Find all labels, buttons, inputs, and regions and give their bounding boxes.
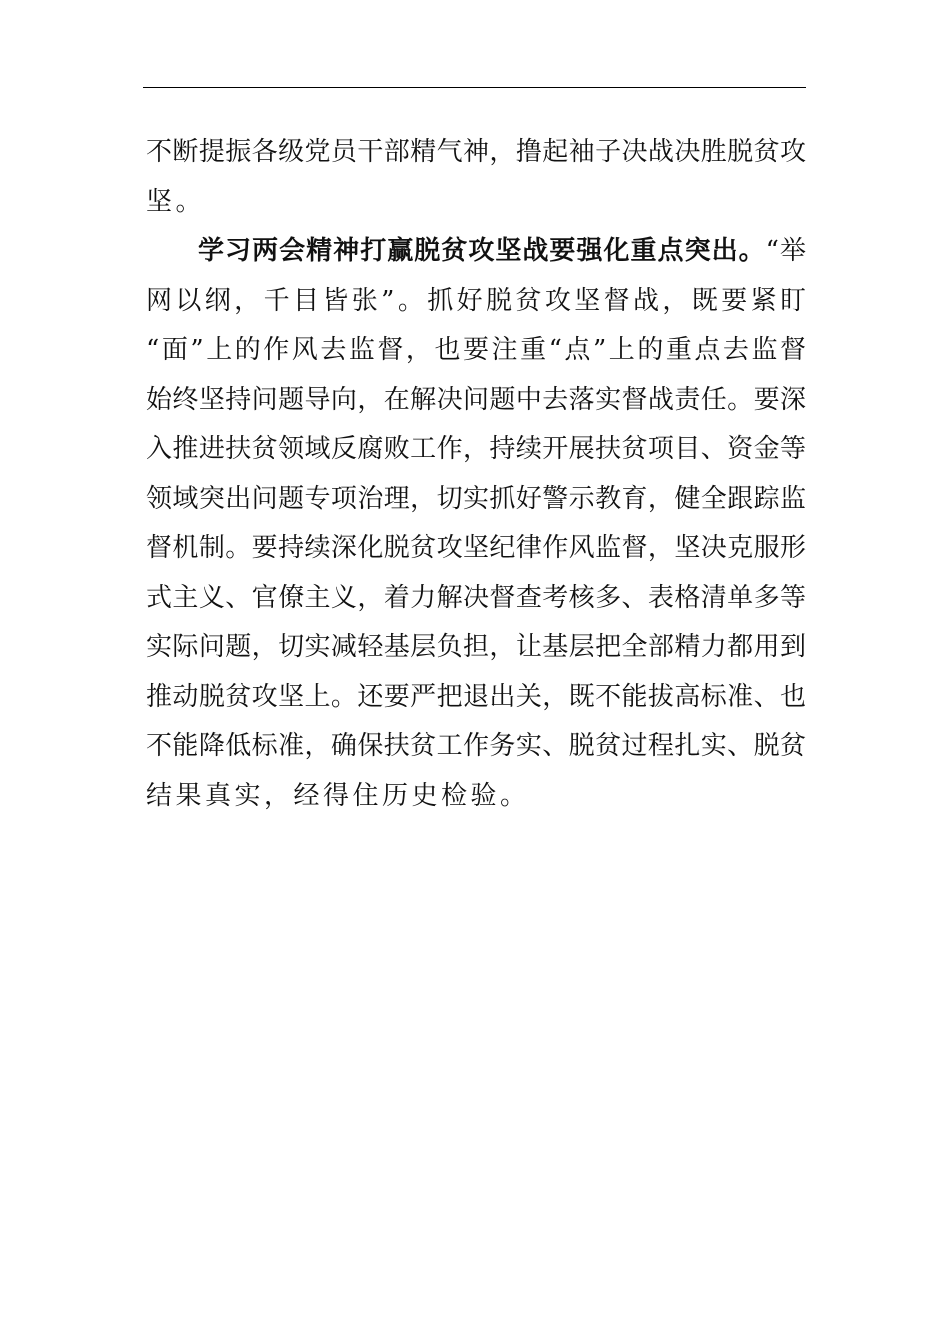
text-line: 不能降低标准，确保扶贫工作务实、脱贫过程扎实、脱贫 <box>146 731 806 761</box>
paragraph-heading: 学习两会精神打赢脱贫攻坚战要强化重点突出。 <box>198 236 766 266</box>
text-line: 实际问题，切实减轻基层负担，让基层把全部精力都用到 <box>146 632 806 662</box>
text-line: 坚。 <box>146 186 206 217</box>
text-line: 督机制。要持续深化脱贫攻坚纪律作风监督，坚决克服形 <box>146 533 806 563</box>
text-line: “面”上的作风去监督，也要注重“点”上的重点去监督 <box>146 335 806 365</box>
text-line: 推动脱贫攻坚上。还要严把退出关，既不能拔高标准、也 <box>146 681 806 712</box>
header-rule <box>143 87 806 88</box>
text-line: 始终坚持问题导向，在解决问题中去落实督战责任。要深 <box>146 384 806 415</box>
paragraph-2 <box>146 227 806 821</box>
paragraph-1 <box>146 128 806 227</box>
text-run: “举 <box>765 236 806 266</box>
text-line: 领域突出问题专项治理，切实抓好警示教育，健全跟踪监 <box>146 483 806 514</box>
text-line: 式主义、官僚主义，着力解决督查考核多、表格清单多等 <box>146 582 806 613</box>
text-line: 入推进扶贫领域反腐败工作，持续开展扶贫项目、资金等 <box>146 434 806 464</box>
text-line: 网以纲，千目皆张”。抓好脱贫攻坚督战，既要紧盯 <box>146 285 806 316</box>
text-line: 不断提振各级党员干部精气神，撸起袖子决战决胜脱贫攻 <box>146 137 806 167</box>
text-line: 结果真实，经得住历史检验。 <box>146 780 530 811</box>
document-body <box>146 128 806 821</box>
text-line <box>146 227 806 277</box>
